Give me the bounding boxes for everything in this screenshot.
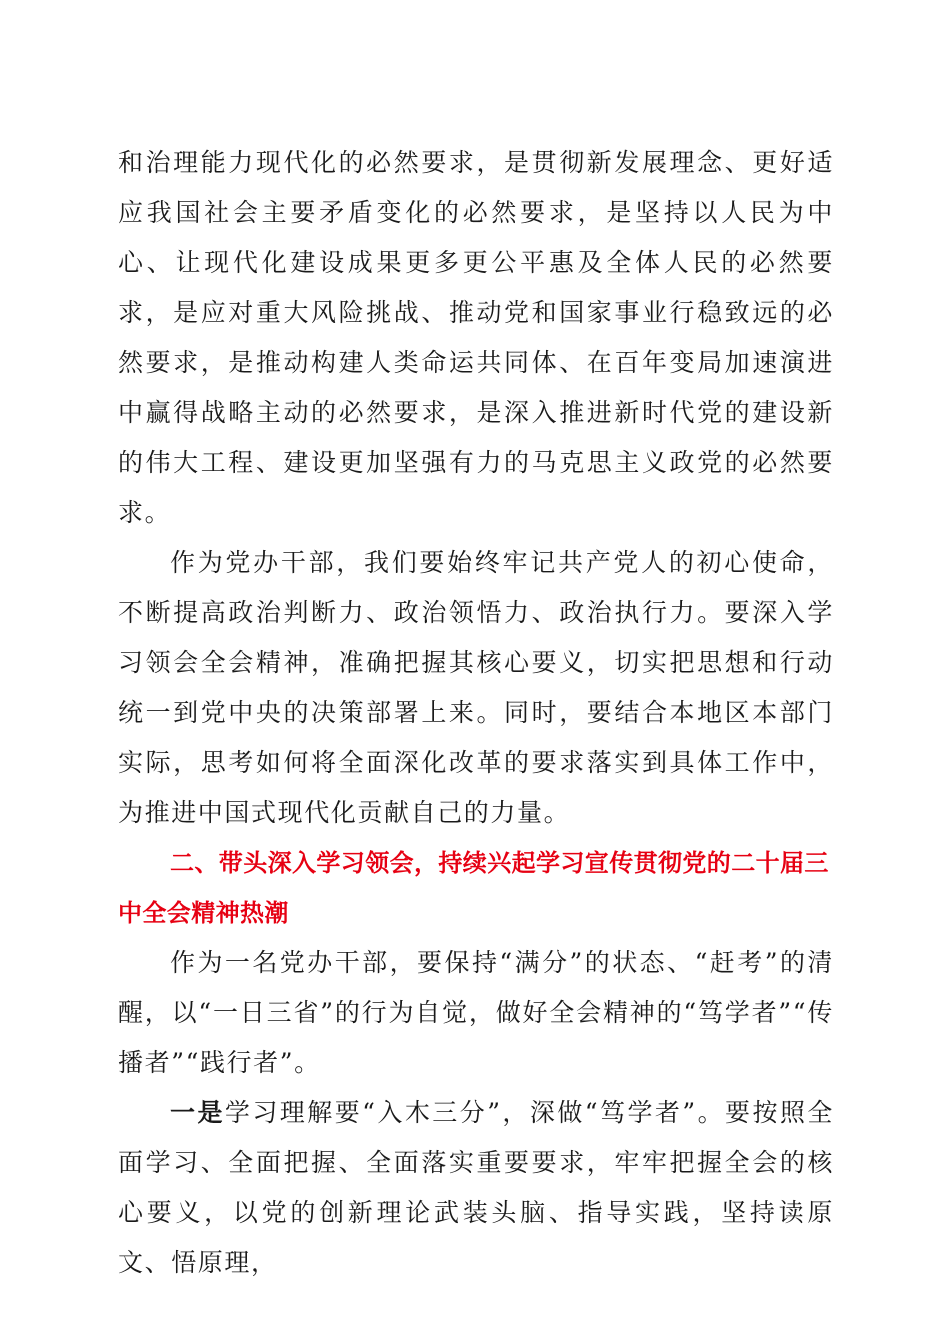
body-paragraph: 和治理能力现代化的必然要求，是贯彻新发展理念、更好适应我国社会主要矛盾变化的必然要求，是坚持以人民为中心、让现代化建设成果更多更公平惠及全体人民的必然要求，是应对重大风险挑战、推动党和国家事业行稳致远的必然要求，是推动构建人类命运共同体、在百年变局加速演进中赢得战略主动的必然要求，是深入推进新时代党的建设新的伟大工程、建设更加坚强有力的马克思主义政党的必然要求。 xyxy=(118,148,834,527)
body-paragraph: 作为党办干部，我们要始终牢记共产党人的初心使命，不断提高政治判断力、政治领悟力、政治执行力。要深入学习领会全会精神，准确把握其核心要义，切实把思想和行动统一到党中央的决策部署上来。同时，要结合本地区本部门实际，思考如何将全面深化改革的要求落实到具体工作中，为推进中国式现代化贡献自己的力量。 xyxy=(118,548,834,827)
section-heading: 二、带头深入学习领会，持续兴起学习宣传贯彻党的二十届三中全会精神热潮 xyxy=(118,849,829,927)
document-body xyxy=(118,138,834,1288)
paragraph-body-text: 学习理解要“入木三分”，深做“笃学者”。要按照全面学习、全面把握、全面落实重要要求，牢牢把握全会的核心要义，以党的创新理论武装头脑、指导实践，坚持读原文、悟原理， xyxy=(118,1098,834,1277)
body-paragraph: 作为一名党办干部，要保持“满分”的状态、“赶考”的清醒，以“一日三省”的行为自觉，做好全会精神的“笃学者”“传播者”“践行者”。 xyxy=(118,948,834,1077)
paragraph-lead-text: 一是 xyxy=(170,1098,225,1127)
body-paragraph xyxy=(118,1088,834,1288)
